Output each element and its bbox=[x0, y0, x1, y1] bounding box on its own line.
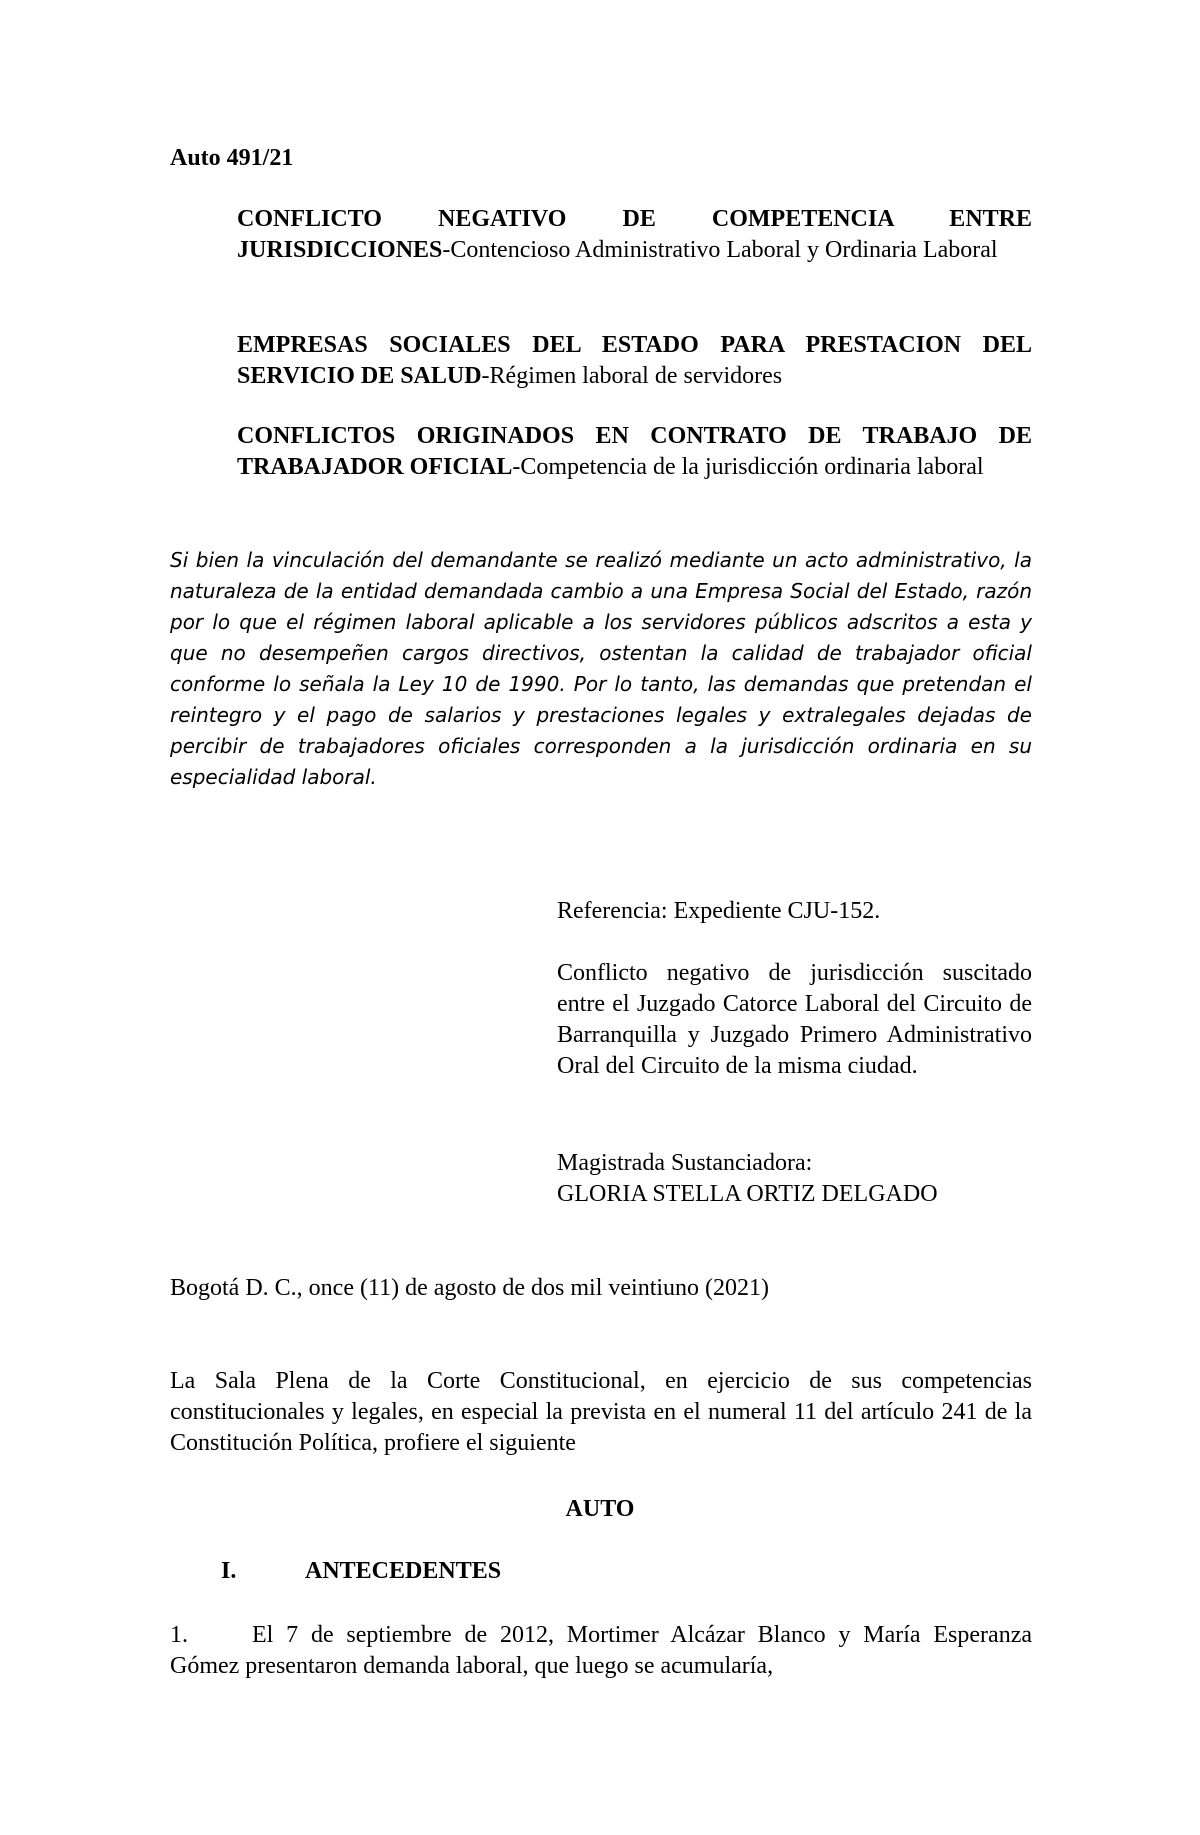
descriptor-1-text: -Contencioso Administrativo Laboral y Ordinaria Laboral bbox=[442, 237, 998, 263]
descriptor-2-heading: EMPRESAS SOCIALES DEL ESTADO PARA PRESTACION DEL SERVICIO DE SALUD bbox=[237, 332, 1032, 389]
reference-magistrate bbox=[557, 1148, 1032, 1210]
summary-paragraph: Si bien la vinculación del demandante se realizó mediante un acto administrativo, la naturaleza de la entidad demandada cambio a una Empresa Social del Estado, razón por lo que el régimen laboral aplicable a los servidores públicos adscritos a esta y que no desempeñen cargos directivos, ostentan la calidad de trabajador oficial conforme lo señala la Ley 10 de 1990. Por lo tanto, las demandas que pretendan el reintegro y el pago de salarios y prestaciones legales y extralegales dejadas de percibir de trabajadores oficiales corresponden a la jurisdicción ordinaria en su especialidad laboral. bbox=[170, 548, 1032, 789]
numbered-paragraph-1 bbox=[170, 1620, 1032, 1682]
auto-heading: AUTO bbox=[565, 1496, 635, 1522]
section-title: ANTECEDENTES bbox=[305, 1558, 502, 1584]
descriptor-1-heading: CONFLICTO NEGATIVO DE COMPETENCIA ENTRE JURISDICCIONES bbox=[237, 206, 1032, 263]
descriptor-3-heading: CONFLICTOS ORIGINADOS EN CONTRATO DE TRABAJO DE TRABAJADOR OFICIAL bbox=[237, 423, 1032, 480]
section-number: I. bbox=[221, 1558, 237, 1584]
paragraph-number: 1. bbox=[170, 1622, 188, 1648]
descriptor-1 bbox=[237, 204, 1032, 266]
descriptor-3 bbox=[237, 421, 1032, 483]
document-title: Auto 491/21 bbox=[170, 145, 294, 171]
date-line: Bogotá D. C., once (11) de agosto de dos mil veintiuno (2021) bbox=[170, 1275, 770, 1301]
reference-conflict: Conflicto negativo de jurisdicción suscitado entre el Juzgado Catorce Laboral del Circuito de Barranquilla y Juzgado Primero Administrativo Oral del Circuito de la misma ciudad. bbox=[557, 960, 1032, 1079]
intro-paragraph: La Sala Plena de la Corte Constitucional, en ejercicio de sus competencias constitucionales y legales, en especial la prevista en el numeral 11 del artículo 241 de la Constitución Política, profiere el siguiente bbox=[170, 1368, 1032, 1456]
magistrate-label: Magistrada Sustanciadora: bbox=[557, 1150, 813, 1176]
paragraph-text: El 7 de septiembre de 2012, Mortimer Alcázar Blanco y María Esperanza Gómez presentaron demanda laboral, que luego se acumularía, bbox=[170, 1622, 1032, 1679]
reference-expediente: Referencia: Expediente CJU-152. bbox=[557, 898, 881, 924]
descriptor-2-text: -Régimen laboral de servidores bbox=[481, 363, 783, 389]
descriptor-2 bbox=[237, 330, 1032, 392]
descriptor-3-text: -Competencia de la jurisdicción ordinaria laboral bbox=[512, 454, 984, 480]
magistrate-name: GLORIA STELLA ORTIZ DELGADO bbox=[557, 1181, 938, 1207]
